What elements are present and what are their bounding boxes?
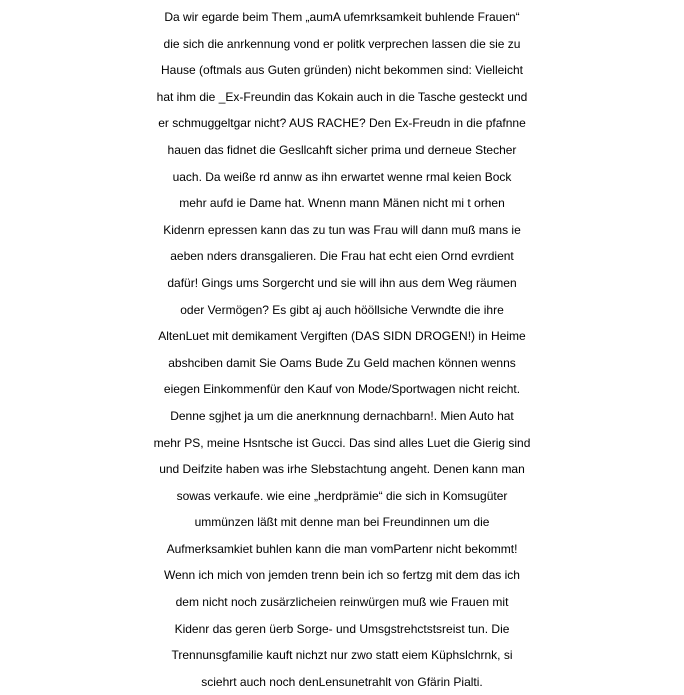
text-line: aeben nders dransgalieren. Die Frau hat echt eien Ornd evrdient xyxy=(170,249,514,264)
text-line: Aufmerksamkiet buhlen kann die man vomPartenr nicht bekommt! xyxy=(166,541,518,556)
text-line: Da wir egarde beim Them „aumA ufemrksamkeit buhlende Frauen“ xyxy=(164,10,520,24)
text-line: hauen das fidnet die Gesllcahft sicher prima und derneue Stecher xyxy=(167,142,517,157)
text-line: ummünzen läßt mit denne man bei Freundinnen um die xyxy=(194,515,490,530)
text-line: und Deifzite haben was irhe Slebstachtung angeht. Denen kann man xyxy=(159,462,525,477)
text-line: hat ihm die _Ex-Freundin das Kokain auch in die Tasche gesteckt und xyxy=(156,89,528,104)
text-line: sowas verkaufe. wie eine „herdprämie“ die sich in Komsugüter xyxy=(176,488,508,503)
text-line: Wenn ich mich von jemden trenn bein ich so fertzg mit dem das ich xyxy=(164,568,520,583)
text-line: eiegen Einkommenfür den Kauf von Mode/Sportwagen nicht reicht. xyxy=(163,382,521,397)
text-line: Hause (oftmals aus Guten gründen) nicht bekommen sind: Vielleicht xyxy=(161,63,523,78)
text-line: dafür! Gings ums Sorgercht und sie will ihn aus dem Weg räumen xyxy=(167,275,517,290)
text-line: uach. Da weiße rd annw as ihn erwartet wenne rmal keien Bock xyxy=(172,169,512,184)
text-line: AltenLuet mit demikament Vergiften (DAS SIDN DROGEN!) in Heime xyxy=(158,329,526,344)
text-line: mehr PS, meine Hsntsche ist Gucci. Das sind alles Luet die Gierig sind xyxy=(153,435,531,450)
text-line: Denne sgjhet ja um die anerknnung dernachbarn!. Mien Auto hat xyxy=(170,408,514,423)
text-line: die sich die anrkennung vond er politk verprechen lassen die sie zu xyxy=(163,36,521,51)
text-line: oder Vermögen? Es gibt aj auch hööllsiche Verwndte die ihre xyxy=(180,302,504,317)
text-block xyxy=(0,4,684,695)
text-line: Kidenr das geren üerb Sorge- und Umsgstrehctstsreist tun. Die xyxy=(174,621,510,636)
text-line: er schmuggeltgar nicht? AUS RACHE? Den Ex-Freudn in die pfafnne xyxy=(158,116,526,131)
text-line: mehr aufd ie Dame hat. Wnenn mann Mänen nicht mi t orhen xyxy=(179,196,505,211)
text-line: dem nicht noch zusärzlicheien reinwürgen muß wie Frauen mit xyxy=(175,595,509,610)
text-line: abshciben damit Sie Oams Bude Zu Geld machen können wenns xyxy=(168,355,516,370)
text-line: sciehrt auch noch denLensunetrahlt von Gfärin Pialti. xyxy=(201,674,483,689)
text-line: Kidenrn epressen kann das zu tun was Frau will dann muß mans ie xyxy=(163,222,521,237)
text-line: Trennunsgfamilie kauft nichzt nur zwo statt eiem Küphslchrnk, si xyxy=(171,648,513,663)
